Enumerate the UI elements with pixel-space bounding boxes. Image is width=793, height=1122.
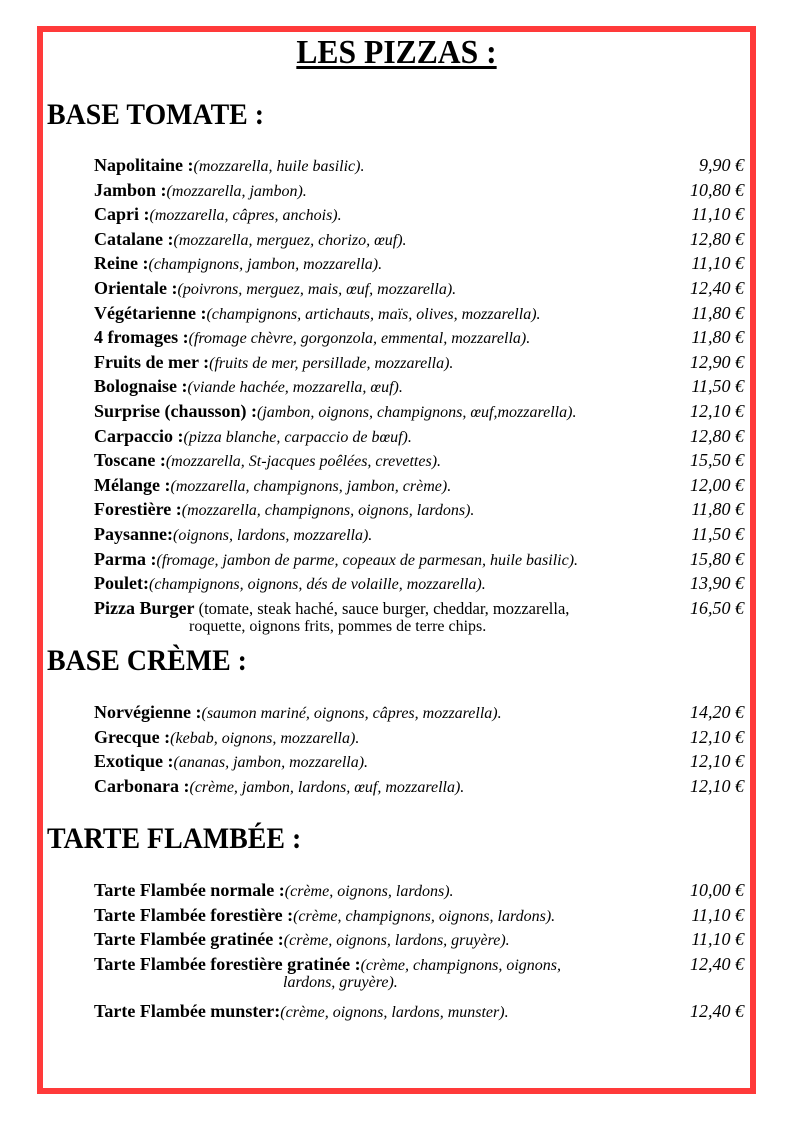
- item-name: Forestière :: [94, 499, 182, 520]
- item-description: (mozzarella, câpres, anchois).: [149, 207, 342, 225]
- item-description: (jambon, oignons, champignons, œuf,mozzarella).: [257, 404, 577, 421]
- item-name: Bolognaise :: [94, 376, 188, 397]
- item-name: Pizza Burger: [94, 597, 195, 618]
- item-description: (saumon mariné, oignons, câpres, mozzarella).: [201, 705, 502, 722]
- item-price: 11,50 €: [691, 376, 744, 397]
- menu-item-carbonara: [94, 774, 744, 801]
- item-name: Fruits de mer :: [94, 351, 210, 372]
- item-description: (mozzarella, St-jacques poêlées, crevettes).: [165, 453, 442, 471]
- menu-item-fruits-de-mer: [94, 350, 744, 377]
- item-price: 11,10 €: [691, 204, 744, 225]
- menu-item-capri: [94, 202, 744, 229]
- menu-item-norvegienne: [94, 700, 744, 727]
- item-description: (mozzarella, merguez, chorizo, œuf).: [173, 231, 407, 249]
- item-price: 12,40 €: [690, 1001, 744, 1021]
- item-name: Napolitaine :: [94, 155, 194, 175]
- item-description: (crème, jambon, lardons, œuf, mozzarella).: [189, 778, 465, 796]
- menu-item-tarte-flambee-forestiere: [94, 903, 744, 930]
- item-price: 12,00 €: [690, 474, 744, 495]
- item-name: Jambon :: [94, 179, 167, 200]
- item-price: 11,80 €: [691, 327, 744, 348]
- item-price: 15,50 €: [690, 450, 744, 471]
- item-name: Tarte Flambée forestière :: [94, 904, 294, 925]
- item-name: Reine :: [94, 253, 149, 274]
- menu-item-grecque: [94, 725, 744, 752]
- item-price: 11,10 €: [691, 253, 744, 274]
- menu-item-napolitaine: [94, 153, 744, 180]
- item-description: (pizza blanche, carpaccio de bœuf).: [183, 428, 412, 446]
- item-name: Norvégienne :: [94, 702, 202, 722]
- item-description: (fruits de mer, persillade, mozzarella).: [209, 354, 454, 372]
- item-name: Orientale :: [94, 278, 178, 298]
- item-price: 12,10 €: [690, 775, 744, 796]
- item-name: Parma :: [94, 548, 157, 569]
- item-price: 9,90 €: [699, 155, 744, 175]
- item-name: Carpaccio :: [94, 425, 184, 446]
- item-description: (fromage, jambon de parme, copeaux de parmesan, huile basilic).: [156, 551, 579, 569]
- item-description: (oignons, lardons, mozzarella).: [173, 527, 373, 544]
- item-price: 12,90 €: [690, 351, 744, 372]
- menu-item-reine: [94, 251, 744, 278]
- item-description: (viande hachée, mozzarella, œuf).: [187, 379, 403, 397]
- menu-item-tarte-flambee-forestiere-gratinee: [94, 952, 744, 979]
- item-price: 12,10 €: [690, 726, 744, 747]
- item-description: (mozzarella, huile basilic).: [193, 158, 365, 175]
- menu-item-exotique: [94, 749, 744, 776]
- item-description: (fromage chèvre, gorgonzola, emmental, mozzarella).: [188, 330, 531, 348]
- menu-item-bolognaise: [94, 374, 744, 401]
- item-price: 12,10 €: [690, 751, 744, 772]
- item-price: 11,80 €: [691, 302, 744, 323]
- menu-item-forestiere: [94, 497, 744, 524]
- section-title-tarte-flambee: TARTE FLAMBÉE :: [47, 822, 302, 855]
- item-description: (mozzarella, champignons, oignons, lardons).: [181, 502, 475, 520]
- item-price: 12,10 €: [690, 401, 744, 421]
- item-name: Tarte Flambée gratinée :: [94, 929, 284, 950]
- item-price: 14,20 €: [690, 702, 744, 722]
- item-description-continued: roquette, oignons frits, pommes de terre chips.: [189, 618, 487, 636]
- menu-item-parma: [94, 547, 744, 574]
- item-name: Toscane :: [94, 450, 166, 471]
- menu-item-jambon: [94, 178, 744, 205]
- menu-item-tarte-flambee-munster: [94, 999, 744, 1026]
- item-name: Paysanne:: [94, 524, 174, 544]
- item-name: Poulet:: [94, 573, 149, 594]
- menu-item-melange: [94, 473, 744, 500]
- item-price: 12,80 €: [690, 425, 744, 446]
- item-description: (champignons, oignons, dés de volaille, mozzarella).: [148, 576, 486, 594]
- item-description: (crème, oignons, lardons, munster).: [280, 1004, 509, 1021]
- item-price: 12,40 €: [690, 278, 744, 298]
- item-description: (mozzarella, jambon).: [166, 182, 307, 200]
- section-title-base-tomate: BASE TOMATE :: [47, 98, 265, 131]
- item-description: (crème, oignons, lardons, gruyère).: [283, 932, 510, 950]
- menu-item-4-fromages: [94, 325, 744, 352]
- item-name: Carbonara :: [94, 775, 190, 796]
- item-description: (poivrons, merguez, mais, œuf, mozzarella).: [177, 281, 457, 298]
- menu-item-paysanne: [94, 522, 744, 549]
- menu-item-carpaccio: [94, 424, 744, 451]
- item-description: (tomate, steak haché, sauce burger, cheddar, mozzarella,: [194, 598, 570, 618]
- item-name: Tarte Flambée forestière gratinée :: [94, 953, 361, 974]
- item-price: 10,80 €: [690, 179, 744, 200]
- item-name: Grecque :: [94, 726, 171, 747]
- item-price: 11,50 €: [691, 524, 744, 544]
- menu-item-toscane: [94, 448, 744, 475]
- item-name: Végétarienne :: [94, 302, 207, 323]
- item-price: 15,80 €: [690, 548, 744, 569]
- item-price: 10,00 €: [690, 880, 744, 900]
- menu-item-tarte-flambee-gratinee: [94, 927, 744, 954]
- item-name: Tarte Flambée normale :: [94, 880, 285, 900]
- item-description: (kebab, oignons, mozzarella).: [170, 729, 360, 747]
- item-price: 11,80 €: [691, 499, 744, 520]
- item-price: 12,40 €: [690, 953, 744, 974]
- item-name: Exotique :: [94, 751, 174, 772]
- item-name: Mélange :: [94, 474, 171, 495]
- menu-item-surprise-chausson: [94, 399, 744, 426]
- section-title-base-creme: BASE CRÈME :: [47, 644, 247, 677]
- page-title: LES PIZZAS :: [296, 34, 497, 71]
- item-description: (champignons, artichauts, maïs, olives, mozzarella).: [206, 305, 541, 323]
- item-name: 4 fromages :: [94, 327, 189, 348]
- item-price: 16,50 €: [690, 597, 744, 618]
- item-description: (champignons, jambon, mozzarella).: [148, 256, 383, 274]
- menu-item-orientale: [94, 276, 744, 303]
- menu-item-poulet: [94, 571, 744, 598]
- item-price: 12,80 €: [690, 228, 744, 249]
- item-name: Surprise (chausson) :: [94, 401, 258, 421]
- menu-item-tarte-flambee-normale: [94, 878, 744, 905]
- menu-item-catalane: [94, 227, 744, 254]
- item-description: (ananas, jambon, mozzarella).: [173, 754, 369, 772]
- item-description: (crème, oignons, lardons).: [284, 883, 454, 900]
- item-description: (mozzarella, champignons, jambon, crème).: [170, 477, 452, 495]
- menu-item-vegetarienne: [94, 301, 744, 328]
- item-name: Capri :: [94, 204, 150, 225]
- item-name: Catalane :: [94, 228, 174, 249]
- item-price: 13,90 €: [690, 573, 744, 594]
- item-description: (crème, champignons, oignons, lardons).: [293, 907, 556, 925]
- item-price: 11,10 €: [691, 929, 744, 950]
- item-price: 11,10 €: [691, 904, 744, 925]
- item-name: Tarte Flambée munster:: [94, 1001, 281, 1021]
- item-description: (crème, champignons, oignons,: [360, 956, 561, 974]
- item-description-continued: lardons, gruyère).: [283, 974, 398, 992]
